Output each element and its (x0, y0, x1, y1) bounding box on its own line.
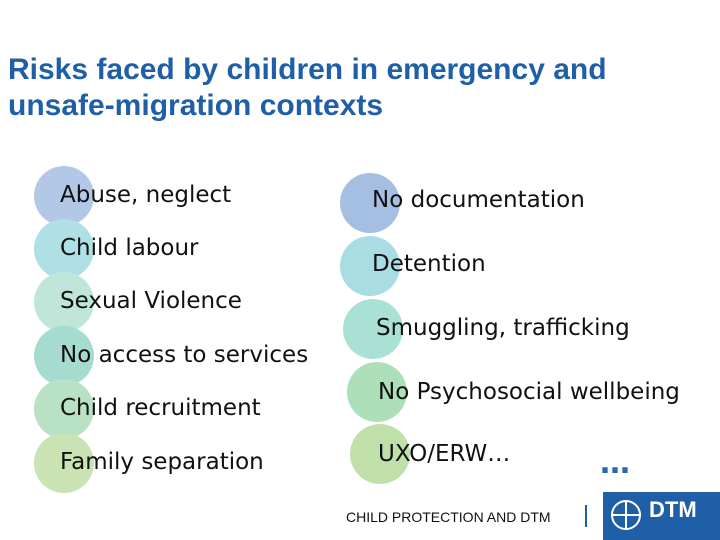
globe-icon (611, 500, 641, 530)
logo-text: DTM (649, 497, 697, 522)
dtm-logo (603, 492, 720, 540)
right-item-label: Detention (372, 251, 486, 277)
slide-title: Risks faced by children in emergency and unsafe-migration contexts (8, 53, 607, 122)
right-item-label: Smuggling, trafficking (376, 315, 630, 341)
right-item-label: UXO/ERW… (378, 441, 511, 467)
left-item-label: Sexual Violence (60, 288, 242, 314)
left-item-label: Family separation (60, 449, 264, 475)
left-item-label: Abuse, neglect (60, 182, 232, 208)
footer-text: CHILD PROTECTION AND DTM (346, 509, 551, 525)
left-item-label: No access to services (60, 342, 309, 368)
right-item-label: No documentation (372, 187, 585, 213)
left-item-label: Child recruitment (60, 395, 261, 421)
left-item-label: Child labour (60, 235, 199, 261)
continuation-ellipsis: … (600, 446, 631, 481)
footer-divider (585, 505, 587, 527)
right-item-label: No Psychosocial wellbeing (378, 379, 680, 405)
